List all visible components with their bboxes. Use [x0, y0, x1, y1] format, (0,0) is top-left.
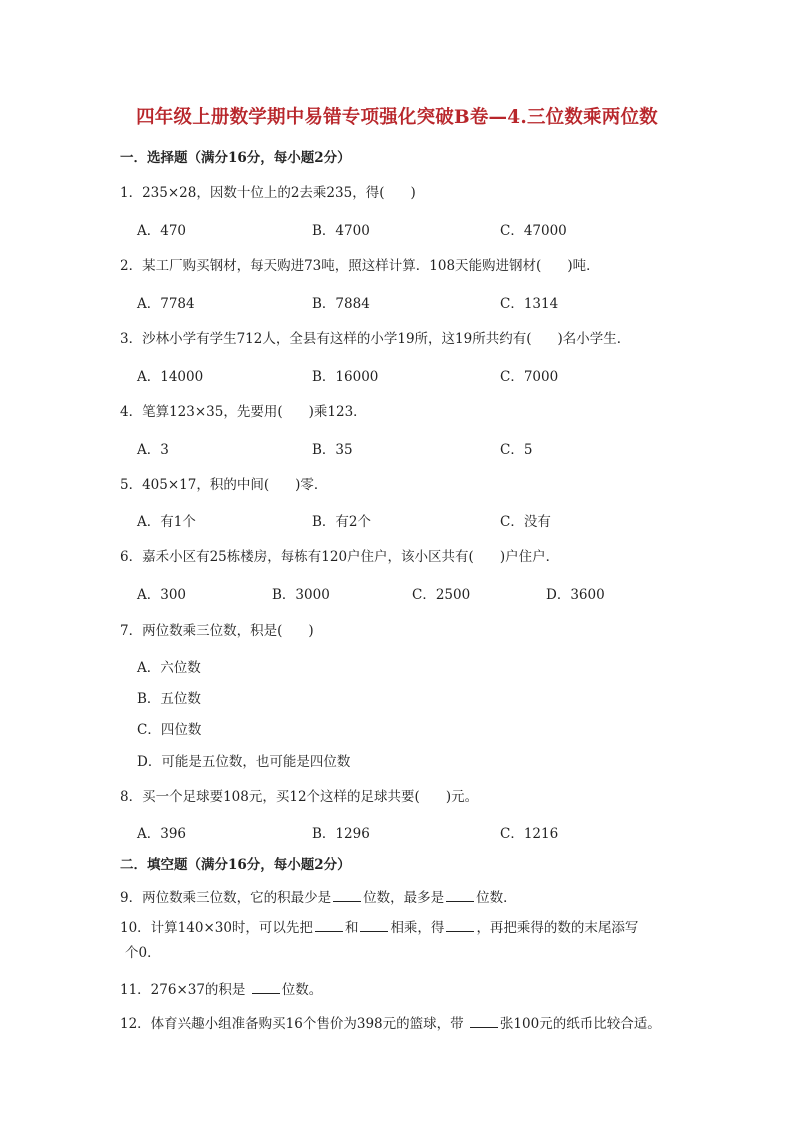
answer-blank — [252, 981, 280, 994]
option-a: A．396 — [137, 826, 187, 842]
question-7-text: 7．两位数乘三位数，积是( — [120, 623, 283, 639]
option-b: B．五位数 — [137, 691, 201, 707]
answer-blank — [446, 889, 474, 902]
option-c: C．四位数 — [137, 722, 202, 738]
option-d: D．3600 — [546, 587, 605, 603]
option-b: B．3000 — [272, 587, 330, 603]
question-2-text: 2．某工厂购买钢材，每天购进73吨，照这样计算．108天能购进钢材( — [120, 258, 542, 274]
option-a: A．3 — [137, 442, 169, 458]
question-3-text: 3．沙林小学有学生712人，全县有这样的小学19所，这19所共约有( — [120, 331, 532, 347]
question-6-text: 6．嘉禾小区有25栋楼房，每栋有120户住户，该小区共有( — [120, 549, 474, 565]
option-a: A．有1个 — [137, 514, 196, 530]
option-d: D．可能是五位数，也可能是四位数 — [137, 754, 351, 770]
question-12: 12．体育兴趣小组准备购买16个售价为398元的篮球，带 张100元的纸币比较合适。 — [120, 1016, 661, 1032]
option-a: A．300 — [137, 587, 187, 603]
page-title: 四年级上册数学期中易错专项强化突破B卷—4.三位数乘两位数 — [136, 107, 658, 128]
question-5: 5．405×17，积的中间( )零． — [120, 477, 328, 493]
question-11: 11．276×37的积是 位数。 — [120, 982, 323, 998]
option-a: A．14000 — [137, 369, 204, 385]
option-c: C．1314 — [500, 296, 559, 312]
option-c: C．2500 — [412, 587, 471, 603]
option-a: A．470 — [137, 223, 187, 239]
answer-blank — [333, 889, 361, 902]
question-4: 4．笔算123×35，先要用( )乘123． — [120, 404, 367, 420]
answer-blank — [446, 919, 474, 932]
question-9: 9．两位数乘三位数，它的积最少是 位数，最多是 位数． — [120, 890, 517, 906]
question-5-text: 5．405×17，积的中间( — [120, 477, 270, 493]
option-c: C．7000 — [500, 369, 559, 385]
section-heading-fill: 二．填空题（满分16分，每小题2分） — [120, 857, 351, 873]
option-c: C．47000 — [500, 223, 567, 239]
answer-blank — [470, 1015, 498, 1028]
option-b: B．有2个 — [312, 514, 372, 530]
option-b: B．1296 — [312, 826, 370, 842]
question-3: 3．沙林小学有学生712人，全县有这样的小学19所，这19所共约有( )名小学生． — [120, 331, 631, 347]
answer-blank — [315, 919, 343, 932]
option-b: B．7884 — [312, 296, 370, 312]
question-8-text: 8．买一个足球要108元，买12个这样的足球共要( — [120, 789, 420, 805]
option-b: B．16000 — [312, 369, 379, 385]
question-2: 2．某工厂购买钢材，每天购进73吨，照这样计算．108天能购进钢材( )吨． — [120, 258, 600, 274]
question-10-continuation: 个0． — [125, 945, 161, 961]
question-4-text: 4．笔算123×35，先要用( — [120, 404, 283, 420]
option-b: B．4700 — [312, 223, 370, 239]
question-1-text: 1．235×28，因数十位上的2去乘235，得( — [120, 185, 385, 201]
question-1: 1．235×28，因数十位上的2去乘235，得( ) — [120, 185, 416, 201]
option-b: B．35 — [312, 442, 353, 458]
question-7: 7．两位数乘三位数，积是( ) — [120, 623, 314, 639]
option-c: C．没有 — [500, 514, 551, 530]
question-6: 6．嘉禾小区有25栋楼房，每栋有120户住户，该小区共有( )户住户． — [120, 549, 560, 565]
option-a: A．7784 — [137, 296, 195, 312]
answer-blank — [360, 919, 388, 932]
option-c: C．5 — [500, 442, 533, 458]
section-heading-choice: 一．选择题（满分16分，每小题2分） — [120, 150, 351, 166]
option-c: C．1216 — [500, 826, 559, 842]
question-10: 10．计算140×30时，可以先把 和 相乘，得 ，再把乘得的数的末尾添写 个0． — [120, 920, 639, 961]
question-8: 8．买一个足球要108元，买12个这样的足球共要( )元。 — [120, 789, 479, 805]
option-a: A．六位数 — [137, 660, 201, 676]
